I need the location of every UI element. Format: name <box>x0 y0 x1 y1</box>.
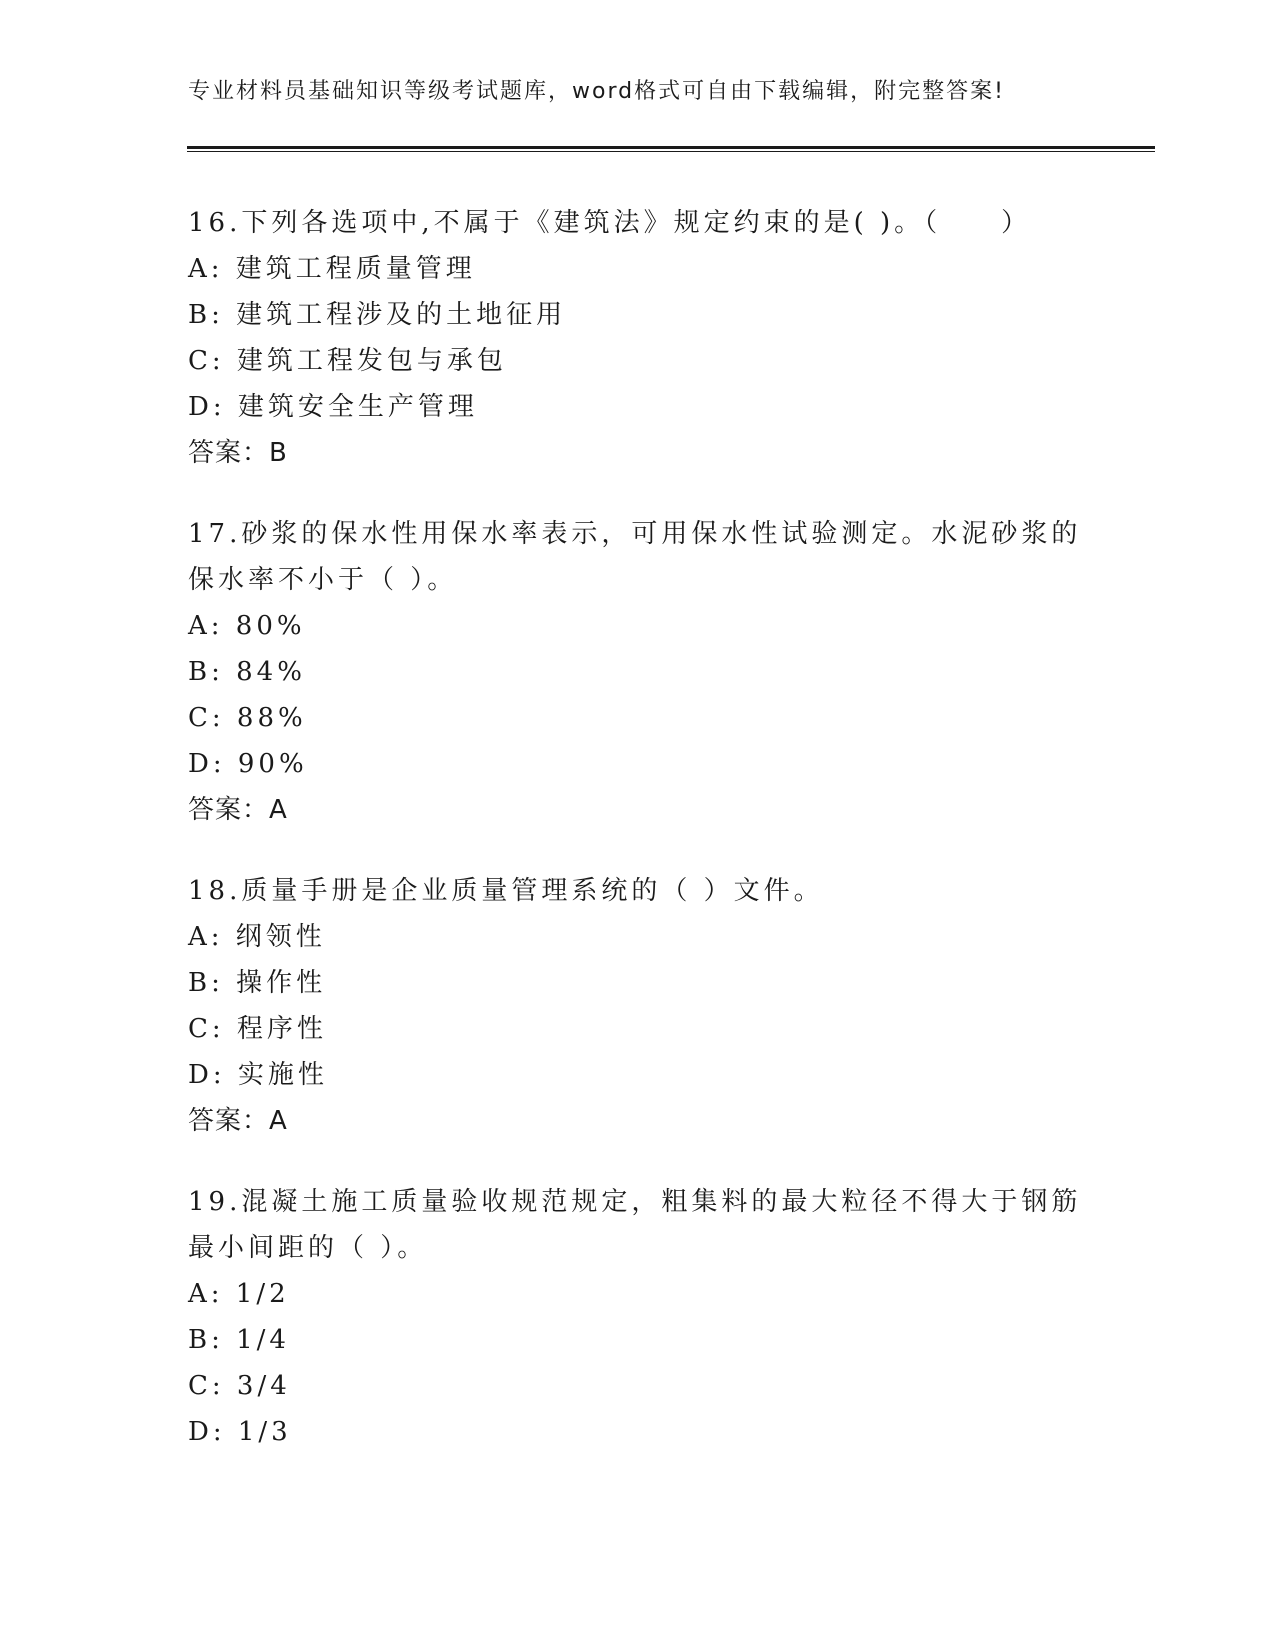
header-divider <box>187 146 1155 152</box>
question-list <box>188 200 1088 1490</box>
option-b: B: 84% <box>188 657 306 687</box>
option-a: A: 建筑工程质量管理 <box>188 254 476 284</box>
question-stem: 18.质量手册是企业质量管理系统的（ ）文件。 <box>188 876 824 906</box>
option-a: A: 1/2 <box>188 1279 290 1309</box>
page-header: 专业材料员基础知识等级考试题库，word格式可自由下载编辑，附完整答案! <box>188 79 1005 104</box>
option-c: C: 3/4 <box>188 1371 291 1401</box>
question-18 <box>188 868 1088 1144</box>
option-c: C: 程序性 <box>188 1014 327 1044</box>
question-17 <box>188 511 1088 833</box>
option-a: A: 纲领性 <box>188 922 326 952</box>
option-d: D: 建筑安全生产管理 <box>188 392 478 422</box>
option-b: B: 操作性 <box>188 968 327 998</box>
answer-line: 答案：A <box>188 795 288 825</box>
answer-line: 答案：B <box>188 438 288 468</box>
question-19 <box>188 1179 1088 1455</box>
option-d: D: 90% <box>188 749 308 779</box>
option-d: D: 1/3 <box>188 1417 292 1447</box>
option-b: B: 1/4 <box>188 1325 290 1355</box>
option-c: C: 建筑工程发包与承包 <box>188 346 507 376</box>
answer-line: 答案：A <box>188 1106 288 1136</box>
question-stem: 16.下列各选项中,不属于《建筑法》规定约束的是( )。（ ） <box>188 208 1032 238</box>
option-d: D: 实施性 <box>188 1060 328 1090</box>
option-c: C: 88% <box>188 703 307 733</box>
question-stem: 19.混凝土施工质量验收规范规定，粗集料的最大粒径不得大于钢筋最小间距的（ ）。 <box>188 1187 1082 1263</box>
question-stem: 17.砂浆的保水性用保水率表示，可用保水性试验测定。水泥砂浆的保水率不小于（ ）。 <box>188 519 1082 595</box>
option-a: A: 80% <box>188 611 306 641</box>
question-16 <box>188 200 1088 476</box>
option-b: B: 建筑工程涉及的土地征用 <box>188 300 567 330</box>
